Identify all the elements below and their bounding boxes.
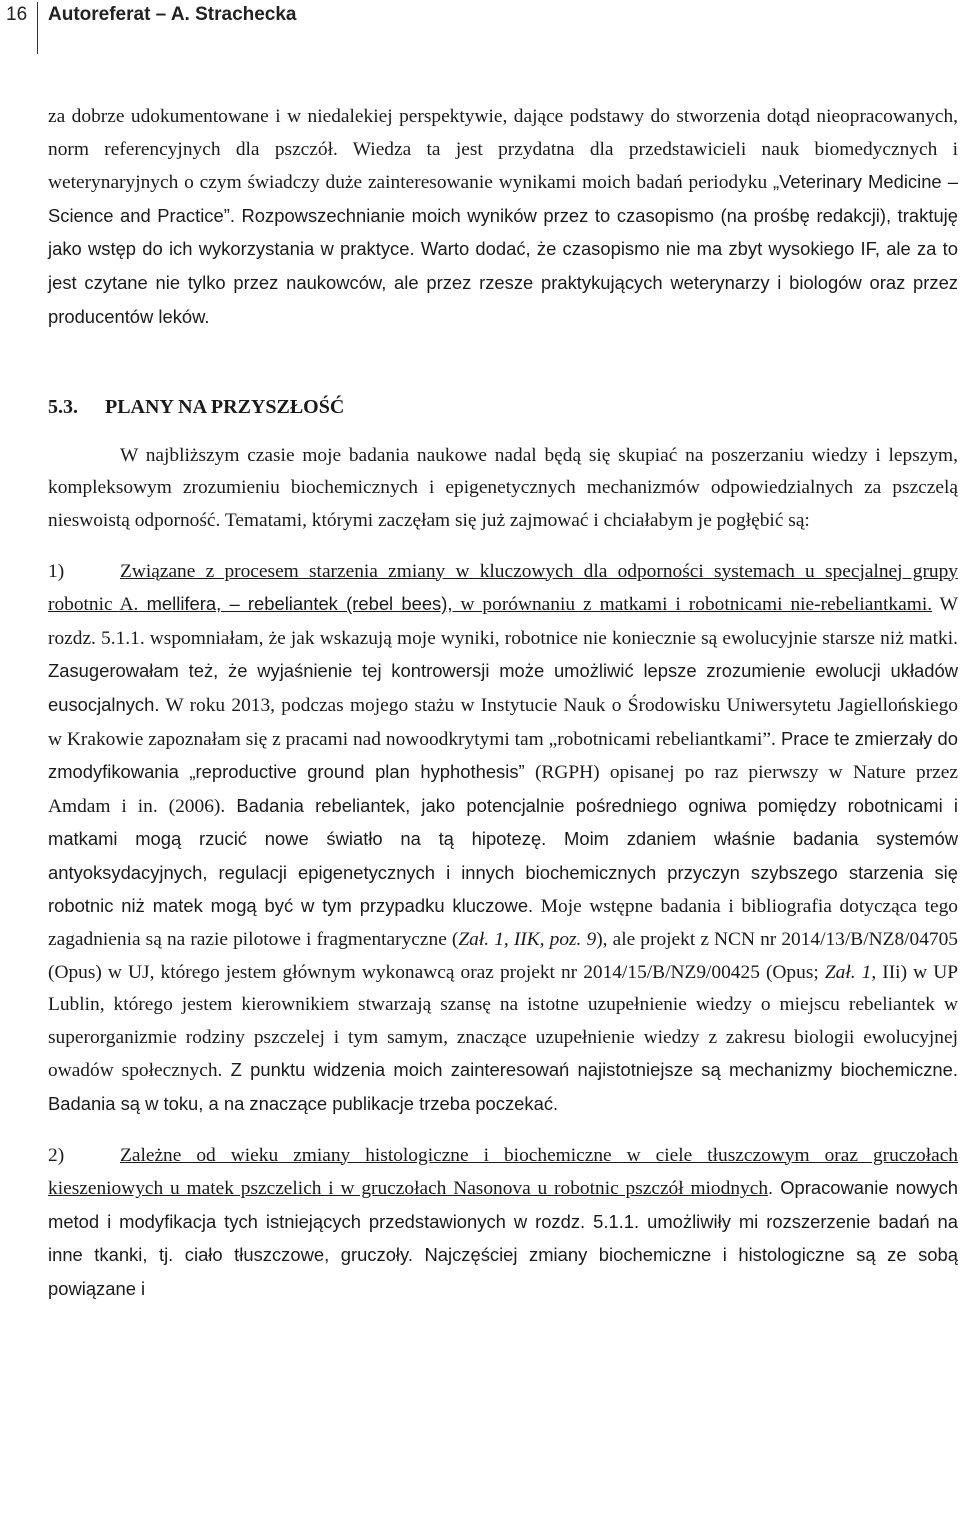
section-title: PLANY NA PRZYSZŁOŚĆ xyxy=(105,396,345,419)
plans-text-2: Tematami, którymi zaczęłam się już zajmować i chciałabym je pogłębić są: xyxy=(220,509,810,531)
section-heading xyxy=(48,391,958,424)
item-text-8: Moje wstępne badania i bibliografia dotycząca tego zagadnienia są na razie pilotowe i fragmentaryczne ( xyxy=(48,896,958,951)
plans-text: W najbliższym czasie moje badania naukowe nadal będą się skupiać na poszerzaniu wiedzy i lepszym, kompleksowym zrozumieniu biochemicznych i epigenetycznych mechanizmów odpowiedzialnych za pszczelą nieswoistą odporność. xyxy=(48,444,958,531)
item-text-5: (RGPH) opisanej po raz pierwszy w Nature przez Amdam i in. (2006). xyxy=(48,762,958,817)
item-text-11: Z punktu widzenia moich zainteresowań najistotniejsze są mechanizmy biochemiczne. xyxy=(222,1059,958,1081)
paragraph-plans xyxy=(48,440,958,538)
list-item xyxy=(48,556,958,1122)
item-text-6: Badania rebeliantek, jako potencjalnie pośredniego ogniwa pomiędzy robotnicami i matkami mogą rzucić nowe światło na tą hipotezę. xyxy=(48,794,958,850)
item-text: . Opracowanie nowych metod i modyfikacja tych istniejących przedstawionych w rozdz. 5.1.1. umożliwiły mi rozszerzenie badań na inne tkanki, tj. ciało tłuszczowe, xyxy=(48,1177,958,1266)
section-number: 5.3. xyxy=(48,396,78,419)
item-text-7: Moim zdaniem właśnie badania systemów antyoksydacyjnych, regulacji epigenetycznych i innych biochemicznych przyczyn szybszego starzenia się robotnic niż matek mogą być w tym przypadku kluczowe. xyxy=(48,828,958,917)
item-text-9: ), ale projekt z NCN nr 2014/13/B/NZ8/04705 (Opus) w UJ, którego jestem głównym wykonawcą oraz projekt nr 2014/15/B/NZ9/00425 (Opus; xyxy=(48,929,958,983)
document-body xyxy=(48,101,958,1307)
intro-text-3: Warto dodać, że czasopismo nie ma zbyt wysokiego IF, ale za to jest czytane nie tylko przez naukowców, ale przez rzesze praktykujących weterynarzy i biologów oraz przez producentów leków. xyxy=(48,238,958,327)
item-title: Zależne od wieku zmiany histologiczne i biochemiczne w ciele tłuszczowym oraz gruczołach kieszeniowych u matek pszczelich i w gruczołach Nasonova u robotnic pszczół miodnych xyxy=(48,1144,958,1200)
item-text: W rozdz. 5.1.1. wspomniałam, że jak wskazują moje wyniki, robotnice nie koniecznie są ewolucyjnie starsze niż matki. xyxy=(48,594,958,649)
intro-text-2: Rozpowszechnianie moich wyników przez to czasopismo (na prośbę redakcji), traktuję jako wstęp do ich wykorzystania w praktyce. xyxy=(48,204,958,260)
item-text-12: Badania są w toku, a na znaczące publikacje trzeba poczekać. xyxy=(48,1093,559,1115)
page-header xyxy=(0,0,960,60)
item-title-2: mellifera, – rebeliantek (rebel bees), xyxy=(138,593,453,615)
intro-text: za dobrze udokumentowane i w niedalekiej perspektywie, dające podstawy do stworzenia dotąd nieopracowanych, norm referencyjnych dla pszczół. Wiedza ta jest przydatna dla przedstawicieli nauk biomedycznych i weterynaryjnych o czym świadczy duże zainteresowanie wynikami moich badań periodyku xyxy=(48,106,958,194)
item-title: Związane z procesem starzenia zmiany w kluczowych dla odporności systemach u specjalnej grupy robotnic A. xyxy=(48,560,958,616)
item-text-2: Zasugerowałam też, że wyjaśnienie tej kontrowersji może umożliwić lepsze zrozumienie ewolucji układów eusocjalnych. xyxy=(48,660,958,715)
item-text-2: gruczoły. Najczęściej zmiany biochemiczne i histologiczne są ze sobą powiązane i xyxy=(48,1244,958,1299)
running-title: Autoreferat – A. Strachecka xyxy=(48,4,297,25)
item-reference-2: Zał. 1 xyxy=(824,961,872,983)
list-item xyxy=(48,1140,958,1307)
item-text-10: , IIi) w UP Lublin, którego jestem kierownikiem stwarzają szansę na istotne uzupełnienie wiedzy o miejscu rebeliantek w superorganizmie rodziny pszczelej i tym samym, znaczące uzupełnienie wiedzy z zakresu biologii ewolucyjnej owadów społecznych. xyxy=(48,961,958,1082)
page-number: 16 xyxy=(6,4,28,25)
journal-name: „Veterinary Medicine – Science and Practice”. xyxy=(48,171,958,226)
item-label: 1) xyxy=(48,560,65,582)
item-text-3: W roku 2013, podczas mojego stażu w Instytucie Nauk o Środowisku Uniwersytetu Jagiellońskiego w Krakowie zapoznałam się z pracami nad nowoodkrytymi tam „robotnicami rebeliantkami”. xyxy=(48,694,958,750)
item-title-3: w porównaniu z matkami i robotnicami nie-rebeliantkami. xyxy=(452,594,933,616)
item-text-4: Prace te zmierzały do zmodyfikowania „reproductive ground plan hyphothesis” xyxy=(48,727,958,783)
paragraph-intro xyxy=(48,101,958,334)
item-label: 2) xyxy=(48,1144,65,1166)
header-divider xyxy=(37,2,38,54)
item-reference: Zał. 1, IIK, poz. 9 xyxy=(458,929,597,951)
